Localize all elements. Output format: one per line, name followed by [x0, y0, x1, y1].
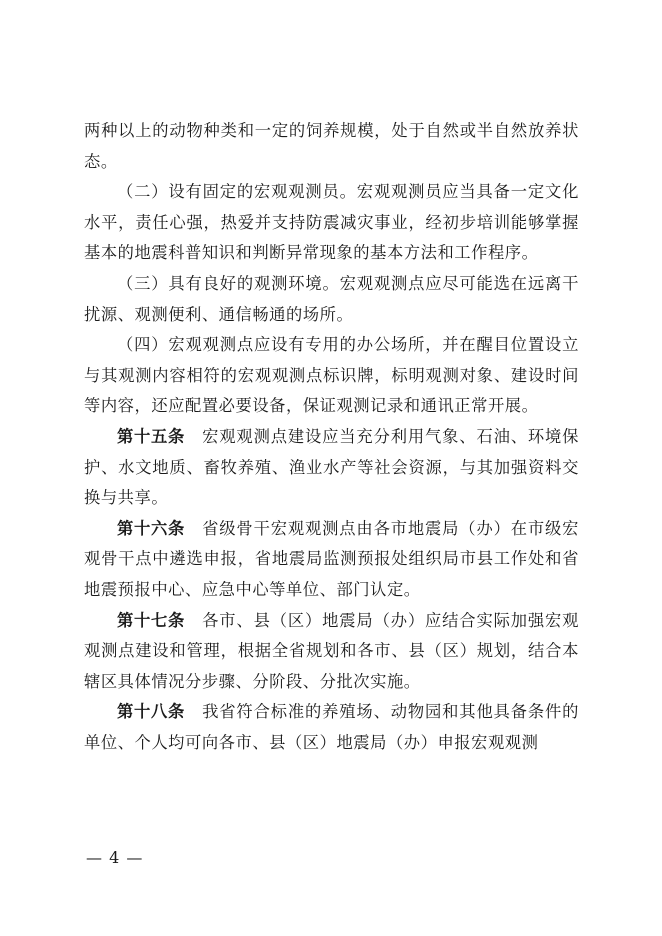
document-body [84, 116, 579, 758]
article-15 [84, 422, 579, 514]
article-text: 各市、县（区）地震局（办）应结合实际加强宏观观测点建设和管理，根据全省规划和各市、县（区）规划，结合本辖区具体情况分步骤、分阶段、分批次实施。 [84, 610, 579, 691]
paragraph-text: 两种以上的动物种类和一定的饲养规模，处于自然或半自然放养状态。 [84, 121, 579, 171]
article-number: 第十八条 [117, 702, 185, 722]
article-16 [84, 514, 579, 606]
page-number: — 4 — [86, 848, 144, 867]
paragraph-item-4 [84, 330, 579, 422]
article-number: 第十五条 [117, 426, 185, 446]
article-text: 宏观观测点建设应当充分利用气象、石油、环境保护、水文地质、畜牧养殖、渔业水产等社会资源，与其加强资料交换与共享。 [84, 426, 579, 508]
article-number: 第十六条 [117, 518, 185, 538]
paragraph-continuation [84, 116, 579, 177]
paragraph-text: （三）具有良好的观测环境。宏观观测点应尽可能选在远离干扰源、观测便利、通信畅通的场所。 [84, 273, 579, 324]
article-18 [84, 697, 579, 758]
paragraph-item-2 [84, 177, 579, 269]
article-number: 第十七条 [117, 610, 185, 630]
paragraph-item-3 [84, 269, 579, 330]
paragraph-text: （四）宏观观测点应设有专用的办公场所，并在醒目位置设立与其观测内容相符的宏观观测点标识牌，标明观测对象、建设时间等内容，还应配置必要设备，保证观测记录和通讯正常开展。 [84, 335, 579, 416]
paragraph-text: （二）设有固定的宏观观测员。宏观观测员应当具备一定文化水平，责任心强，热爱并支持防震减灾事业，经初步培训能够掌握基本的地震科普知识和判断异常现象的基本方法和工作程序。 [84, 182, 579, 263]
article-text: 我省符合标准的养殖场、动物园和其他具备条件的单位、个人均可向各市、县（区）地震局（办）申报宏观观测 [84, 702, 579, 752]
article-17 [84, 606, 579, 698]
article-text: 省级骨干宏观观测点由各市地震局（办）在市级宏观骨干点中遴选申报，省地震局监测预报处组织局市县工作处和省地震预报中心、应急中心等单位、部门认定。 [84, 518, 579, 599]
